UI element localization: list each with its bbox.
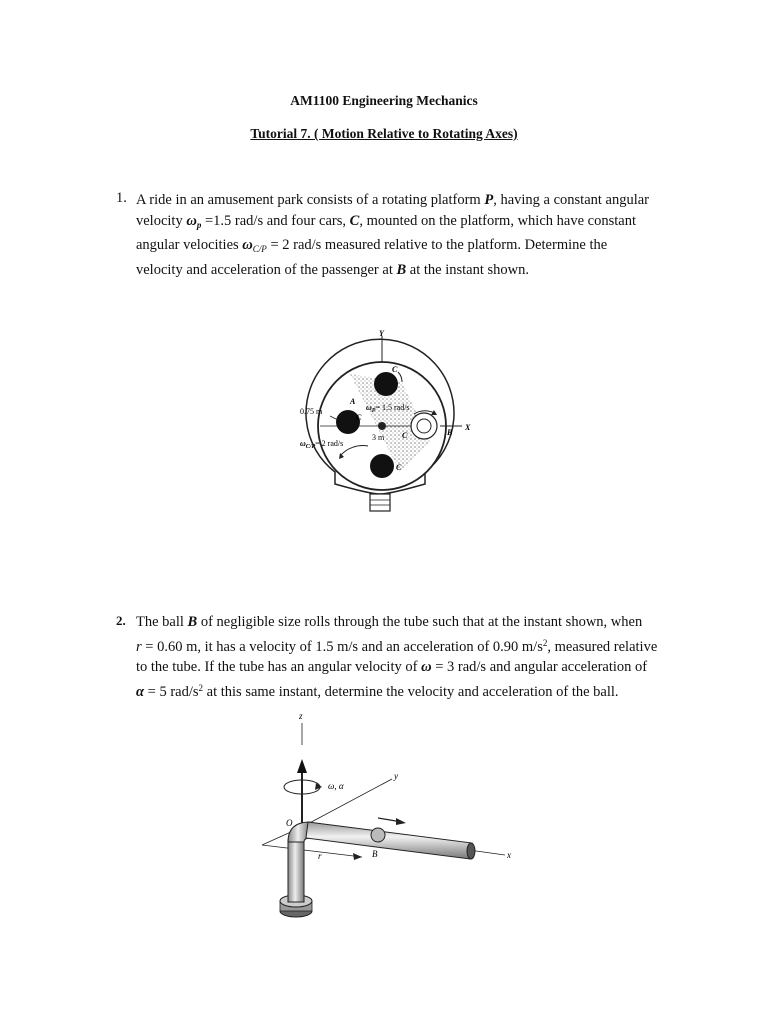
point-a-label: A: [350, 397, 356, 406]
q1-omega-symbol: ω: [186, 212, 197, 229]
question-1-text: [136, 190, 696, 280]
y-axis-label: Y: [379, 329, 384, 338]
question-2-text: [136, 612, 696, 702]
q2-line-3: [136, 657, 696, 678]
q2-text-span: = 0.60 m, it has a velocity of 1.5 m/s and an acceleration of 0.90 m/s: [141, 638, 543, 655]
q2-line-2: [136, 633, 696, 658]
q1-text-span: , having a constant angular: [493, 192, 650, 208]
q2-superscript: 2: [542, 637, 548, 648]
x-axis-label: x: [507, 850, 511, 860]
q2-text-span: of negligible size rolls through the tube such that at the instant shown, when: [197, 614, 643, 630]
q2-omega-symbol: ω: [421, 659, 432, 675]
q2-r-symbol: r: [136, 638, 142, 655]
tube-vertical: [288, 840, 304, 902]
tutorial-title: [0, 126, 768, 142]
q2-line-4: [136, 678, 696, 703]
q1-omega-subscript: C/P: [252, 244, 267, 254]
r-label: r: [318, 851, 322, 861]
q1-omega-symbol: ω: [242, 237, 253, 253]
ride-post: [370, 494, 390, 511]
q2-superscript: 2: [198, 682, 204, 693]
tutorial-title-text: Tutorial 7. ( Motion Relative to Rotating Axes): [250, 126, 518, 141]
q1-text-span: A ride in an amusement park consists of a rotating platform: [136, 192, 485, 208]
question-1-number: 1.: [116, 190, 127, 206]
omega-cp-label: $\omega_{C/P}= 2$ rad/s: [300, 439, 344, 450]
car-top: [374, 372, 398, 396]
q2-text-span: = 5 rad/s: [144, 683, 199, 700]
q2-text-span: at this same instant, determine the velocity and acceleration of the ball.: [203, 683, 619, 700]
q1-point-b-symbol: B: [396, 261, 407, 278]
q1-text-span: velocity and acceleration of the passenger at: [136, 261, 397, 278]
dim-3m-label: 3 m: [372, 433, 385, 442]
figure-amusement-ride: [290, 322, 490, 527]
q1-text-span: velocity: [136, 212, 187, 229]
ball-label: B: [372, 849, 378, 859]
q2-text-span: , measured relative: [547, 638, 658, 655]
question-2-number: 2.: [116, 613, 126, 628]
car-bottom: [370, 454, 394, 478]
figure-rotating-tube: [250, 705, 530, 930]
q1-text-span: , mounted on the platform, which have constant: [359, 212, 636, 229]
q1-line-2: [136, 211, 696, 236]
q2-alpha-symbol: α: [136, 683, 145, 700]
z-axis-label: z: [299, 711, 303, 721]
q1-line-1: [136, 190, 696, 211]
q1-text-span: = 2 rad/s measured relative to the platform. Determine the: [266, 237, 608, 253]
car-label-right: C: [402, 431, 408, 440]
q1-platform-symbol: P: [484, 192, 494, 208]
omega-p-label: $\omega_P= 1.5$ rad/s: [366, 403, 410, 414]
ball-b: [371, 828, 385, 842]
point-b-label: B: [447, 428, 453, 437]
car-label-bottom: C: [396, 463, 402, 472]
q2-ball-symbol: B: [187, 614, 198, 630]
course-title: AM1100 Engineering Mechanics: [290, 93, 478, 108]
q1-text-span: =1.5 rad/s and four cars,: [201, 212, 350, 229]
origin-label: O: [286, 818, 293, 828]
q2-line-1: [136, 612, 696, 633]
r-dimension-line: [262, 845, 362, 857]
y-axis-line: [302, 779, 392, 827]
q1-text-span: at the instant shown.: [406, 261, 529, 278]
q1-line-3: [136, 235, 696, 260]
platform-hub: [378, 422, 386, 430]
x-axis-label: X: [465, 423, 471, 432]
q1-omega-subscript: p: [196, 219, 202, 230]
car-label-top: C: [392, 365, 398, 374]
q1-line-4: [136, 260, 696, 281]
q2-text-span: to the tube. If the tube has an angular velocity of: [136, 659, 422, 675]
omega-alpha-label: ω, α: [328, 781, 344, 791]
q2-text-span: = 3 rad/s and angular acceleration of: [431, 659, 648, 675]
q1-car-symbol: C: [349, 212, 360, 229]
z-axis-arrow: [297, 759, 307, 773]
car-label-left: C: [356, 413, 362, 422]
q2-text-span: The ball: [136, 614, 188, 630]
y-axis-label: y: [394, 771, 398, 781]
dim-075-label: 0.75 m: [300, 407, 323, 416]
q1-text-span: angular velocities: [136, 237, 243, 253]
